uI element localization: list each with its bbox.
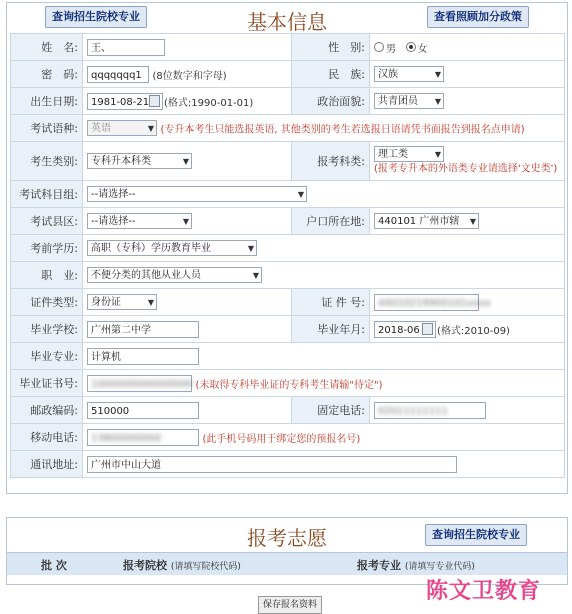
password-note: (8位数字和字母) xyxy=(152,70,227,82)
calendar-icon[interactable] xyxy=(422,323,433,335)
hukou-label: 户口所在地: xyxy=(292,208,370,235)
row-major xyxy=(11,343,565,370)
exam-county-select[interactable] xyxy=(87,213,192,229)
row-address xyxy=(11,451,565,478)
phone-input[interactable]: 02011111111 xyxy=(374,402,486,419)
job-label: 职 业: xyxy=(11,262,83,289)
grad-date-note: (格式:2010-09) xyxy=(437,325,510,337)
ethnicity-value: 汉族 xyxy=(378,69,398,80)
grad-date-label: 毕业年月: xyxy=(292,316,370,343)
row-postcode-phone xyxy=(11,397,565,424)
id-no-label: 证 件 号: xyxy=(292,289,370,316)
row-password-ethnicity xyxy=(11,61,565,88)
subject-value: 理工类 xyxy=(378,149,408,161)
mobile-label: 移动电话: xyxy=(11,424,83,451)
col-major xyxy=(357,557,475,573)
name-label: 姓 名: xyxy=(11,34,83,61)
row-exam-language xyxy=(11,115,565,142)
row-category-subject xyxy=(11,142,565,181)
exam-group-value: --请选择-- xyxy=(91,189,136,200)
chevron-down-icon: ▼ xyxy=(434,70,441,79)
phone-label: 固定电话: xyxy=(292,397,370,424)
basic-info-form xyxy=(10,33,565,478)
row-cert xyxy=(11,370,565,397)
education-label: 考前学历: xyxy=(11,235,83,262)
ethnicity-label: 民 族: xyxy=(292,61,370,88)
col-school-label: 报考院校 xyxy=(123,559,167,572)
save-button[interactable]: 保存报名资料 xyxy=(258,596,322,614)
dob-note: (格式:1990-01-01) xyxy=(164,97,254,109)
postcode-input[interactable]: 510000 xyxy=(87,402,199,419)
ethnicity-select[interactable] xyxy=(374,66,444,82)
category-value: 专科升本科类 xyxy=(91,156,151,167)
bonus-policy-button[interactable]: 查看照顾加分政策 xyxy=(427,6,529,28)
address-label: 通讯地址: xyxy=(11,451,83,478)
exam-group-select[interactable] xyxy=(87,186,307,202)
gender-male-radio[interactable] xyxy=(374,42,384,52)
col-major-label: 报考专业 xyxy=(357,559,401,572)
subject-hint: (报考专升本的外语类专业请选择'文史类') xyxy=(374,163,558,175)
query-schools-button[interactable]: 查询招生院校专业 xyxy=(45,6,147,28)
subject-label: 报考科类: xyxy=(292,142,370,181)
watermark-logo: 陈文卫教育 xyxy=(426,579,542,604)
wish-query-schools-button[interactable]: 查询招生院校专业 xyxy=(425,524,527,546)
chevron-down-icon: ▼ xyxy=(182,157,189,166)
school-input[interactable]: 广州第二中学 xyxy=(87,321,199,338)
chevron-down-icon: ▼ xyxy=(147,298,154,307)
political-label: 政治面貌: xyxy=(292,88,370,115)
job-select[interactable] xyxy=(87,267,262,283)
exam-lang-label: 考试语种: xyxy=(11,115,83,142)
job-value: 不便分类的其他从业人员 xyxy=(91,270,201,281)
col-school-note: (请填写院校代码) xyxy=(170,562,241,572)
hukou-select[interactable] xyxy=(374,213,479,229)
wish-header xyxy=(7,518,567,548)
exam-lang-value: 英语 xyxy=(91,123,111,134)
cert-hint: (未取得专科毕业证的专科考生请输"待定") xyxy=(195,379,383,391)
gender-label: 性 别: xyxy=(292,34,370,61)
col-major-note: (请填写专业代码) xyxy=(404,562,475,572)
category-select[interactable] xyxy=(87,153,192,169)
political-value: 共青团员 xyxy=(378,96,418,107)
row-name-gender xyxy=(11,34,565,61)
id-type-select[interactable] xyxy=(87,294,157,310)
name-input[interactable]: 王、 xyxy=(87,39,165,56)
col-batch: 批 次 xyxy=(41,559,67,572)
password-label: 密 码: xyxy=(11,61,83,88)
wish-table-header xyxy=(7,552,567,575)
gender-female-label: 女 xyxy=(417,43,428,55)
grad-date-input[interactable]: 2018-06 xyxy=(374,321,436,338)
row-mobile xyxy=(11,424,565,451)
exam-county-value: --请选择-- xyxy=(91,216,136,227)
school-label: 毕业学校: xyxy=(11,316,83,343)
major-label: 毕业专业: xyxy=(11,343,83,370)
exam-lang-select[interactable] xyxy=(87,120,157,136)
exam-lang-hint: (专升本考生只能选报英语, 其他类别的考生若选报日语请凭书面报告到报名点申请) xyxy=(160,124,525,136)
cert-label: 毕业证书号: xyxy=(11,370,83,397)
wish-title: 报考志愿 xyxy=(247,526,327,550)
id-type-value: 身份证 xyxy=(91,297,121,308)
hukou-value: 440101 广州市辖 xyxy=(378,216,460,227)
id-no-input[interactable]: 44010219900101xxxx xyxy=(374,294,479,311)
postcode-label: 邮政编码: xyxy=(11,397,83,424)
education-select[interactable] xyxy=(87,240,257,256)
cert-input[interactable]: 1000000000000000 xyxy=(87,375,192,392)
category-label: 考生类别: xyxy=(11,142,83,181)
chevron-down-icon: ▼ xyxy=(434,150,441,160)
row-exam-group xyxy=(11,181,565,208)
row-dob-political xyxy=(11,88,565,115)
chevron-down-icon: ▼ xyxy=(182,217,189,226)
basic-info-title: 基本信息 xyxy=(247,10,327,34)
chevron-down-icon: ▼ xyxy=(247,244,254,253)
chevron-down-icon: ▼ xyxy=(252,271,259,280)
dob-input[interactable]: 1981-08-21 xyxy=(87,93,163,110)
dob-label: 出生日期: xyxy=(11,88,83,115)
row-school-graddate xyxy=(11,316,565,343)
row-county-hukou xyxy=(11,208,565,235)
mobile-hint: (此手机号码用于绑定您的预报名号) xyxy=(202,433,361,445)
gender-male-label: 男 xyxy=(386,43,396,55)
gender-radio-group xyxy=(370,34,565,61)
subject-select[interactable] xyxy=(374,146,444,162)
col-school xyxy=(123,557,241,573)
political-select[interactable] xyxy=(374,93,444,109)
chevron-down-icon: ▼ xyxy=(469,217,476,226)
address-input[interactable]: 广州市中山大道 xyxy=(87,456,457,473)
major-input[interactable]: 计算机 xyxy=(87,348,199,365)
mobile-input[interactable]: 13800000000 xyxy=(87,429,199,446)
basic-info-panel xyxy=(6,2,568,494)
education-value: 高职（专科）学历教育毕业 xyxy=(91,243,211,254)
password-input[interactable]: qqqqqqq1 xyxy=(87,66,149,83)
calendar-icon[interactable] xyxy=(149,95,160,107)
row-education xyxy=(11,235,565,262)
chevron-down-icon: ▼ xyxy=(297,190,304,199)
row-job xyxy=(11,262,565,289)
id-type-label: 证件类型: xyxy=(11,289,83,316)
exam-county-label: 考试县区: xyxy=(11,208,83,235)
chevron-down-icon: ▼ xyxy=(434,97,441,106)
chevron-down-icon: ▼ xyxy=(147,124,154,133)
gender-female-radio[interactable] xyxy=(406,42,416,52)
row-id xyxy=(11,289,565,316)
basic-info-header xyxy=(7,3,567,33)
exam-group-label: 考试科目组: xyxy=(11,181,83,208)
